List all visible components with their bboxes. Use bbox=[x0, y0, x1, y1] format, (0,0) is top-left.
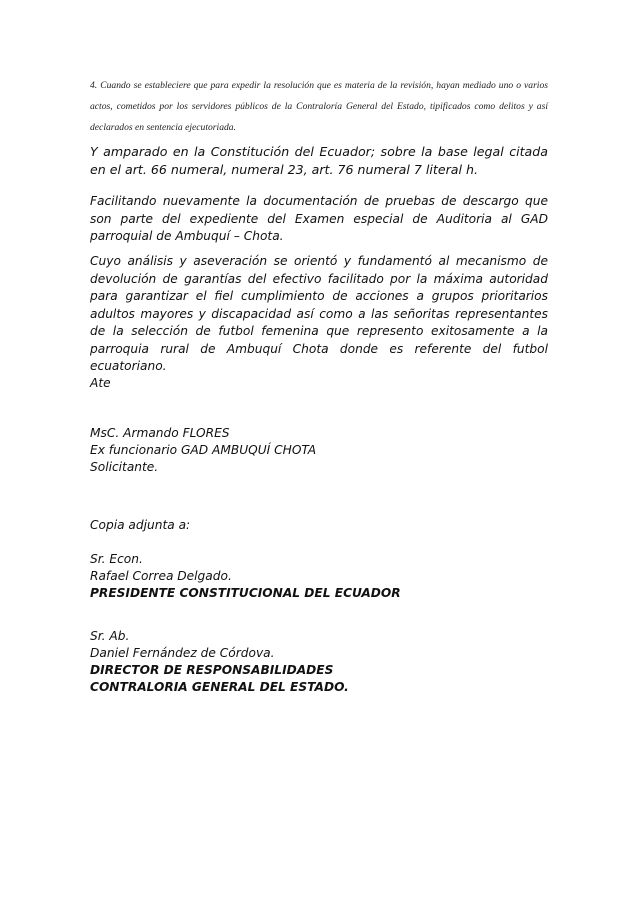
signer-role: Ex funcionario GAD AMBUQUÍ CHOTA bbox=[90, 443, 317, 457]
recipient-1-title: Sr. Econ. bbox=[90, 552, 143, 566]
recipient-2-position-line-1: DIRECTOR DE RESPONSABILIDADES bbox=[90, 663, 334, 677]
recipient-2-name: Daniel Fernández de Córdova. bbox=[90, 646, 275, 660]
paragraph-constitution: Y amparado en la Constitución del Ecuador; sobre la base legal citada en el art. 66 numeral, numeral 23, art. 76 numeral 7 literal h. bbox=[90, 144, 548, 177]
recipient-2-title: Sr. Ab. bbox=[90, 629, 130, 643]
signer-status: Solicitante. bbox=[90, 460, 159, 474]
copies-heading: Copia adjunta a: bbox=[90, 518, 191, 532]
paragraph-documentation: Facilitando nuevamente la documentación de pruebas de descargo que son parte del expediente del Examen especial de Auditoria al GAD parroquial de Ambuquí – Chota. bbox=[90, 194, 548, 243]
recipient-2-position-line-2: CONTRALORIA GENERAL DEL ESTADO. bbox=[90, 680, 349, 694]
closing-text: Ate bbox=[90, 376, 111, 390]
signer-name: MsC. Armando FLORES bbox=[90, 426, 230, 440]
legal-footnote: 4. Cuando se estableciere que para expedir la resolución que es materia de la revisión, hayan mediado uno o varios actos, cometidos por los servidores públicos de la Contraloría General del Estado, tipificados como delitos y así declarados en sentencia ejecutoriada. bbox=[90, 80, 548, 133]
paragraph-analysis: Cuyo análisis y aseveración se orientó y fundamentó al mecanismo de devolución de garantías del efectivo facilitado por la máxima autoridad para garantizar el fiel cumplimiento de acciones a grupos prioritarios adultos mayores y discapacidad así como a las señoritas representantes de la selección de futbol femenina que represento exitosamente a la parroquia rural de Ambuquí Chota donde es referente del futbol ecuatoriano. bbox=[90, 254, 548, 373]
recipient-1-name: Rafael Correa Delgado. bbox=[90, 569, 232, 583]
recipient-1-position: PRESIDENTE CONSTITUCIONAL DEL ECUADOR bbox=[90, 586, 401, 600]
